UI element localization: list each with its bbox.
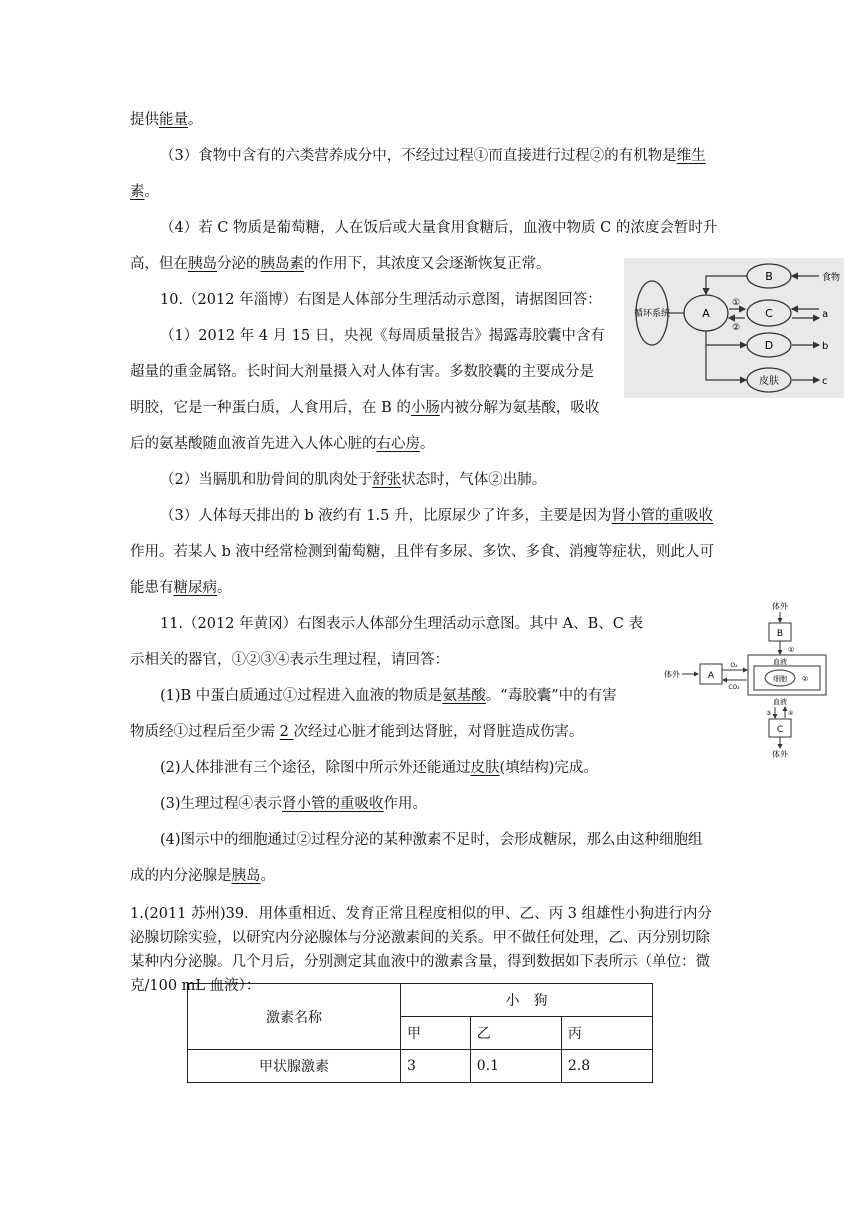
row-thyroid-jia: 3 (401, 1050, 471, 1083)
node-b-label: B (765, 270, 773, 283)
text-line: 作用。若某人 b 液中经常检测到葡萄糖，且伴有多尿、多饮、多食、消瘦等症状，则此人可 (130, 544, 714, 560)
col-bing: 丙 (561, 1017, 652, 1050)
text-line: （2）当膈肌和肋骨间的肌肉处于舒张状态时，气体②出肺。 (160, 472, 547, 488)
text-line: (3)生理过程④表示肾小管的重吸收作用。 (160, 796, 428, 812)
header-puppy: 小 狗 (401, 984, 653, 1017)
text-line: 能患有糖尿病。 (130, 580, 232, 596)
organ-b-label: B (776, 629, 784, 639)
text-line: 克/100 mL 血液）： (130, 978, 261, 994)
figure-physiology-diagram-1 (624, 258, 844, 398)
text-line: 高，但在胰岛分泌的胰岛素的作用下，其浓度又会逐渐恢复正常。 (130, 256, 551, 272)
col-jia: 甲 (401, 1017, 471, 1050)
process-4-label: ④ (788, 710, 794, 717)
text-line: 物质经①过程后至少需 2 次经过心脏才能到达肾脏，对肾脏造成伤害。 (130, 724, 584, 740)
process-2-label: ② (802, 675, 809, 683)
col-yi: 乙 (470, 1017, 561, 1050)
outside-bottom-label: 体外 (772, 750, 788, 759)
node-c-label: C (765, 307, 773, 320)
organ-c-label: C (776, 725, 784, 735)
organ-a-label: A (707, 671, 715, 681)
food-label: 食物 (822, 273, 841, 283)
text-line: 超量的重金属铬。长时间大剂量摄入对人体有害。多数胶囊的主要成分是 (130, 364, 594, 380)
text-line: 某种内分泌腺。几个月后，分别测定其血液中的激素含量，得到数据如下表所示（单位：微 (130, 954, 710, 970)
process-1-label: ① (731, 298, 741, 308)
o2-label: O₂ (730, 662, 738, 669)
outside-top-label: 体外 (772, 602, 788, 611)
hormone-table (187, 983, 653, 1083)
text-line: (1)B 中蛋白质通过①过程进入血液的物质是氨基酸。“毒胶囊”中的有害 (160, 688, 617, 704)
text-line: 后的氨基酸随血液首先进入人体心脏的右心房。 (130, 436, 435, 452)
text-line: 提供能量。 (130, 112, 203, 128)
row-thyroid-yi: 0.1 (470, 1050, 561, 1083)
circulation-label: 循环系统 (633, 309, 671, 319)
question-11-heading: 11.（2012 年黄冈）右图表示人体部分生理活动示意图。其中 A、B、C 表 (160, 616, 644, 632)
co2-label: CO₂ (728, 684, 740, 691)
text-line: （4）若 C 物质是葡萄糖，人在饭后或大量食用食糖后，血液中物质 C 的浓度会暂时升 (160, 220, 718, 236)
row-thyroid-name: 甲状腺激素 (188, 1050, 401, 1083)
label-b: b (822, 341, 829, 352)
row-thyroid-bing: 2.8 (561, 1050, 652, 1083)
cell-label: 细胞 (773, 675, 787, 683)
text-line: 成的内分泌腺是胰岛。 (130, 868, 275, 884)
node-skin-label: 皮肤 (759, 376, 779, 387)
text-line: （1）2012 年 4 月 15 日，央视《每周质量报告》揭露毒胶囊中含有 (160, 328, 605, 344)
label-c: c (822, 376, 828, 387)
node-d-label: D (764, 339, 774, 352)
text-line: (2)人体排泄有三个途径，除图中所示外还能通过皮肤(填结构)完成。 (160, 760, 598, 776)
figure-physiology-diagram-2 (660, 598, 846, 788)
blood-lower-label: 血液 (773, 698, 787, 706)
text-line: 素。 (130, 184, 159, 200)
text-line: 示相关的器官，①②③④表示生理过程，请回答： (130, 652, 449, 668)
text-line: (4)图示中的细胞通过②过程分泌的某种激素不足时，会形成糖尿，那么由这种细胞组 (160, 832, 703, 848)
text-line: 明胶，它是一种蛋白质，人食用后，在 B 的小肠内被分解为氨基酸，吸收 (130, 400, 600, 416)
text-line: （3）食物中含有的六类营养成分中，不经过过程①而直接进行过程②的有机物是维生 (160, 148, 706, 164)
process-1-label: ① (788, 646, 795, 654)
blood-label: 血液 (773, 658, 787, 666)
question-10-heading: 10.（2012 年淄博）右图是人体部分生理活动示意图，请据图回答： (160, 292, 602, 308)
node-a-label: A (702, 307, 710, 320)
outside-left-label: 体外 (664, 670, 680, 679)
process-3-label: ③ (766, 710, 772, 717)
header-hormone-name: 激素名称 (188, 984, 401, 1050)
text-line: （3）人体每天排出的 b 液约有 1.5 升，比原尿少了许多，主要是因为肾小管的重吸收 (160, 508, 714, 524)
text-line: 泌腺切除实验，以研究内分泌腺体与分泌激素间的关系。甲不做任何处理，乙、丙分别切除 (130, 930, 710, 946)
process-2-label: ② (731, 323, 741, 333)
label-a: a (822, 309, 829, 320)
question-1-heading: 1.(2011 苏州)39．用体重相近、发育正常且程度相似的甲、乙、丙 3 组雄性小狗进行内分 (130, 906, 713, 922)
